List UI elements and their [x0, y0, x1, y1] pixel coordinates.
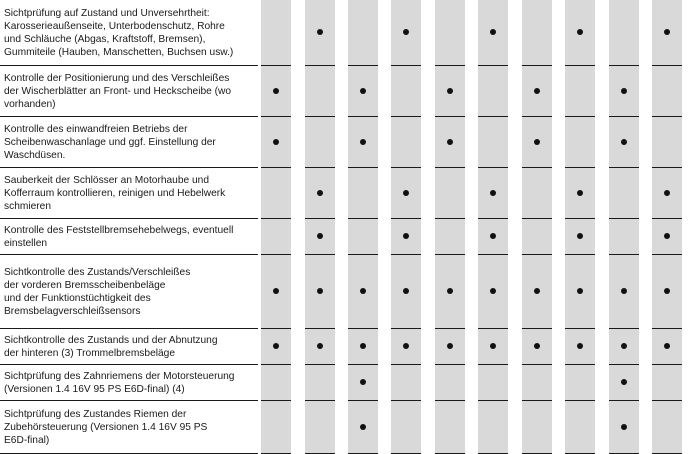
task-description-line: Sichtprüfung des Zustandes Riemen der — [4, 408, 187, 420]
interval-cell — [435, 329, 465, 365]
column-gap — [291, 66, 305, 117]
interval-cell — [261, 329, 291, 365]
bullet-icon — [490, 343, 496, 349]
column-gap — [378, 329, 391, 365]
interval-cell — [565, 66, 595, 117]
task-description — [0, 66, 258, 117]
task-description-line: Zubehörsteuerung (Versionen 1.4 16V 95 PS — [4, 421, 208, 433]
column-gap — [421, 329, 435, 365]
column-gap — [552, 117, 565, 168]
column-gap — [595, 219, 609, 255]
interval-cell — [478, 329, 508, 365]
interval-cell — [435, 255, 465, 329]
column-gap — [465, 66, 478, 117]
column-gap — [378, 168, 391, 219]
column-gap — [682, 219, 689, 255]
interval-cell — [565, 168, 595, 219]
bullet-icon — [317, 233, 323, 239]
column-gap — [378, 255, 391, 329]
bullet-icon — [403, 29, 409, 35]
interval-cell — [305, 365, 335, 401]
column-gap — [421, 66, 435, 117]
column-gap — [639, 66, 652, 117]
task-description-line: einstellen — [4, 237, 48, 249]
column-gap — [508, 329, 522, 365]
interval-cell — [435, 117, 465, 168]
column-gap — [378, 66, 391, 117]
interval-cell — [478, 168, 508, 219]
interval-cell — [565, 401, 595, 454]
interval-cell — [305, 117, 335, 168]
bullet-icon — [273, 343, 279, 349]
task-description-line: Waschdüsen. — [4, 149, 66, 161]
bullet-icon — [621, 379, 627, 385]
interval-cell — [652, 66, 682, 117]
column-gap — [682, 255, 689, 329]
task-description — [0, 219, 258, 255]
interval-cell — [565, 219, 595, 255]
column-gap — [639, 365, 652, 401]
column-gap — [595, 401, 609, 454]
interval-cell — [348, 401, 378, 454]
column-gap — [552, 168, 565, 219]
column-gap — [595, 117, 609, 168]
interval-cell — [305, 0, 335, 66]
interval-cell — [261, 219, 291, 255]
column-gap — [378, 219, 391, 255]
interval-cell — [522, 255, 552, 329]
bullet-icon — [664, 288, 670, 294]
interval-cell — [391, 117, 421, 168]
task-description-line: Scheibenwaschanlage und ggf. Einstellung der — [4, 136, 216, 148]
task-description-line: Kontrolle des Feststellbremsehebelwegs, eventuell — [4, 224, 234, 236]
table-row — [0, 365, 689, 401]
interval-cell — [609, 219, 639, 255]
column-gap — [291, 117, 305, 168]
interval-cell — [522, 365, 552, 401]
column-gap — [421, 168, 435, 219]
column-gap — [291, 401, 305, 454]
bullet-icon — [577, 233, 583, 239]
column-gap — [508, 168, 522, 219]
column-gap — [639, 117, 652, 168]
bullet-icon — [273, 88, 279, 94]
interval-cell — [305, 168, 335, 219]
column-gap — [291, 329, 305, 365]
column-gap — [552, 0, 565, 66]
interval-cell — [391, 329, 421, 365]
bullet-icon — [360, 379, 366, 385]
column-gap — [291, 168, 305, 219]
column-gap — [465, 365, 478, 401]
interval-cell — [261, 401, 291, 454]
task-description-line: Sichtprüfung des Zahnriemens der Motorsteuerung — [4, 370, 235, 382]
column-gap — [639, 168, 652, 219]
interval-cell — [478, 365, 508, 401]
interval-cell — [522, 401, 552, 454]
column-gap — [552, 329, 565, 365]
task-description-line: Gummiteile (Hauben, Manschetten, Buchsen usw.) — [4, 46, 234, 58]
interval-cell — [305, 255, 335, 329]
column-gap — [595, 329, 609, 365]
interval-cell — [609, 329, 639, 365]
interval-cell — [305, 401, 335, 454]
bullet-icon — [577, 343, 583, 349]
interval-cell — [522, 168, 552, 219]
bullet-icon — [577, 288, 583, 294]
column-gap — [639, 255, 652, 329]
column-gap — [291, 255, 305, 329]
column-gap — [552, 66, 565, 117]
bullet-icon — [317, 288, 323, 294]
table-row — [0, 0, 689, 66]
column-gap — [639, 0, 652, 66]
interval-cell — [305, 329, 335, 365]
table-row — [0, 117, 689, 168]
bullet-icon — [664, 29, 670, 35]
table-row — [0, 401, 689, 454]
column-gap — [421, 255, 435, 329]
column-gap — [682, 0, 689, 66]
column-gap — [682, 66, 689, 117]
column-gap — [508, 401, 522, 454]
column-gap — [335, 365, 348, 401]
interval-cell — [261, 365, 291, 401]
bullet-icon — [664, 343, 670, 349]
bullet-icon — [621, 139, 627, 145]
bullet-icon — [490, 233, 496, 239]
bullet-icon — [273, 139, 279, 145]
column-gap — [421, 365, 435, 401]
interval-cell — [261, 66, 291, 117]
interval-cell — [522, 329, 552, 365]
task-description — [0, 117, 258, 168]
column-gap — [335, 255, 348, 329]
interval-cell — [522, 66, 552, 117]
column-gap — [552, 365, 565, 401]
column-gap — [508, 255, 522, 329]
table-row — [0, 66, 689, 117]
task-description-line: Kontrolle des einwandfreien Betriebs der — [4, 123, 188, 135]
interval-cell — [522, 0, 552, 66]
column-gap — [595, 0, 609, 66]
task-description-line: Sauberkeit der Schlösser an Motorhaube und — [4, 174, 210, 186]
column-gap — [291, 219, 305, 255]
interval-cell — [435, 168, 465, 219]
task-description-line: Kontrolle der Positionierung und des Verschleißes — [4, 72, 230, 84]
interval-cell — [391, 401, 421, 454]
bullet-icon — [317, 343, 323, 349]
bullet-icon — [447, 288, 453, 294]
column-gap — [335, 117, 348, 168]
column-gap — [465, 401, 478, 454]
task-description-line: vorhanden) — [4, 98, 56, 110]
bullet-icon — [447, 139, 453, 145]
task-description-line: E6D-final) — [4, 434, 50, 446]
bullet-icon — [490, 190, 496, 196]
column-gap — [595, 168, 609, 219]
task-description-line: der vorderen Bremsscheibenbeläge — [4, 279, 166, 291]
column-gap — [595, 255, 609, 329]
interval-cell — [261, 117, 291, 168]
task-description — [0, 0, 258, 66]
interval-cell — [435, 401, 465, 454]
interval-cell — [391, 365, 421, 401]
bullet-icon — [577, 190, 583, 196]
column-gap — [421, 0, 435, 66]
column-gap — [335, 66, 348, 117]
task-description-line: und Schläuche (Abgas, Kraftstoff, Bremsen), — [4, 33, 206, 45]
bullet-icon — [534, 343, 540, 349]
column-gap — [291, 0, 305, 66]
bullet-icon — [447, 343, 453, 349]
bullet-icon — [490, 288, 496, 294]
interval-cell — [391, 255, 421, 329]
column-gap — [335, 219, 348, 255]
column-gap — [378, 401, 391, 454]
column-gap — [335, 0, 348, 66]
bullet-icon — [534, 88, 540, 94]
interval-cell — [565, 365, 595, 401]
column-gap — [465, 168, 478, 219]
column-gap — [552, 255, 565, 329]
interval-cell — [565, 329, 595, 365]
interval-cell — [609, 0, 639, 66]
interval-cell — [348, 168, 378, 219]
column-gap — [682, 401, 689, 454]
column-gap — [552, 219, 565, 255]
interval-cell — [435, 219, 465, 255]
bullet-icon — [317, 29, 323, 35]
task-description-line: der Wischerblätter an Front- und Heckscheibe (wo — [4, 85, 232, 97]
interval-cell — [609, 117, 639, 168]
bullet-icon — [534, 139, 540, 145]
interval-cell — [391, 168, 421, 219]
bullet-icon — [664, 190, 670, 196]
column-gap — [682, 117, 689, 168]
interval-cell — [652, 0, 682, 66]
column-gap — [508, 365, 522, 401]
column-gap — [335, 168, 348, 219]
column-gap — [595, 365, 609, 401]
interval-cell — [348, 255, 378, 329]
column-gap — [508, 117, 522, 168]
task-description — [0, 255, 258, 329]
interval-cell — [609, 365, 639, 401]
column-gap — [639, 219, 652, 255]
task-description-line: Bremsbelagverschleißsensors — [4, 305, 141, 317]
interval-cell — [652, 365, 682, 401]
interval-cell — [478, 401, 508, 454]
interval-cell — [305, 219, 335, 255]
column-gap — [335, 329, 348, 365]
column-gap — [552, 401, 565, 454]
bullet-icon — [534, 288, 540, 294]
task-description-line: schmieren — [4, 200, 51, 212]
column-gap — [421, 401, 435, 454]
column-gap — [508, 0, 522, 66]
interval-cell — [565, 117, 595, 168]
table-row — [0, 219, 689, 255]
interval-cell — [565, 255, 595, 329]
bullet-icon — [317, 190, 323, 196]
column-gap — [508, 219, 522, 255]
table-row — [0, 329, 689, 365]
interval-cell — [522, 117, 552, 168]
bullet-icon — [273, 288, 279, 294]
column-gap — [378, 365, 391, 401]
bullet-icon — [360, 139, 366, 145]
interval-cell — [652, 168, 682, 219]
bullet-icon — [664, 233, 670, 239]
column-gap — [465, 329, 478, 365]
bullet-icon — [577, 29, 583, 35]
bullet-icon — [490, 29, 496, 35]
interval-cell — [609, 66, 639, 117]
column-gap — [465, 219, 478, 255]
bullet-icon — [621, 343, 627, 349]
bullet-icon — [403, 190, 409, 196]
interval-cell — [391, 66, 421, 117]
bullet-icon — [403, 233, 409, 239]
interval-cell — [348, 365, 378, 401]
task-description-line: Sichtprüfung auf Zustand und Unversehrtheit: — [4, 7, 210, 19]
column-gap — [465, 0, 478, 66]
interval-cell — [435, 365, 465, 401]
interval-cell — [305, 66, 335, 117]
task-description — [0, 329, 258, 365]
task-description-line: Sichtkontrolle des Zustands/Verschleißes — [4, 266, 191, 278]
interval-cell — [652, 117, 682, 168]
column-gap — [639, 401, 652, 454]
column-gap — [465, 255, 478, 329]
column-gap — [595, 66, 609, 117]
interval-cell — [522, 219, 552, 255]
task-description — [0, 168, 258, 219]
interval-cell — [565, 0, 595, 66]
bullet-icon — [621, 288, 627, 294]
task-description-line: (Versionen 1.4 16V 95 PS E6D-final) (4) — [4, 383, 185, 395]
bullet-icon — [360, 288, 366, 294]
interval-cell — [435, 66, 465, 117]
bullet-icon — [447, 88, 453, 94]
interval-cell — [652, 255, 682, 329]
column-gap — [682, 329, 689, 365]
interval-cell — [609, 168, 639, 219]
column-gap — [639, 329, 652, 365]
interval-cell — [391, 219, 421, 255]
bullet-icon — [621, 88, 627, 94]
interval-cell — [652, 401, 682, 454]
table-row — [0, 255, 689, 329]
interval-cell — [348, 117, 378, 168]
task-description — [0, 365, 258, 401]
task-description — [0, 401, 258, 454]
task-description-line: und der Funktionstüchtigkeit des — [4, 292, 151, 304]
interval-cell — [261, 255, 291, 329]
column-gap — [465, 117, 478, 168]
bullet-icon — [403, 288, 409, 294]
interval-cell — [348, 329, 378, 365]
interval-cell — [348, 0, 378, 66]
column-gap — [378, 117, 391, 168]
interval-cell — [435, 0, 465, 66]
column-gap — [378, 0, 391, 66]
interval-cell — [478, 0, 508, 66]
interval-cell — [348, 66, 378, 117]
interval-cell — [478, 66, 508, 117]
task-description-line: der hinteren (3) Trommelbremsbeläge — [4, 347, 175, 359]
task-description-line: Kofferraum kontrollieren, reinigen und Hebelwerk — [4, 187, 226, 199]
column-gap — [682, 168, 689, 219]
interval-cell — [478, 255, 508, 329]
interval-cell — [391, 0, 421, 66]
column-gap — [291, 365, 305, 401]
column-gap — [682, 365, 689, 401]
bullet-icon — [621, 424, 627, 430]
interval-cell — [261, 0, 291, 66]
column-gap — [508, 66, 522, 117]
task-description-line: Karosserieaußenseite, Unterbodenschutz, Rohre — [4, 20, 225, 32]
interval-cell — [609, 255, 639, 329]
task-description-line: Sichtkontrolle des Zustands und der Abnutzung — [4, 334, 218, 346]
table-row — [0, 168, 689, 219]
column-gap — [421, 117, 435, 168]
interval-cell — [348, 219, 378, 255]
bullet-icon — [360, 88, 366, 94]
interval-cell — [261, 168, 291, 219]
bullet-icon — [360, 343, 366, 349]
interval-cell — [609, 401, 639, 454]
column-gap — [421, 219, 435, 255]
bullet-icon — [360, 424, 366, 430]
interval-cell — [652, 329, 682, 365]
column-gap — [335, 401, 348, 454]
interval-cell — [478, 117, 508, 168]
bullet-icon — [403, 343, 409, 349]
interval-cell — [652, 219, 682, 255]
interval-cell — [478, 219, 508, 255]
